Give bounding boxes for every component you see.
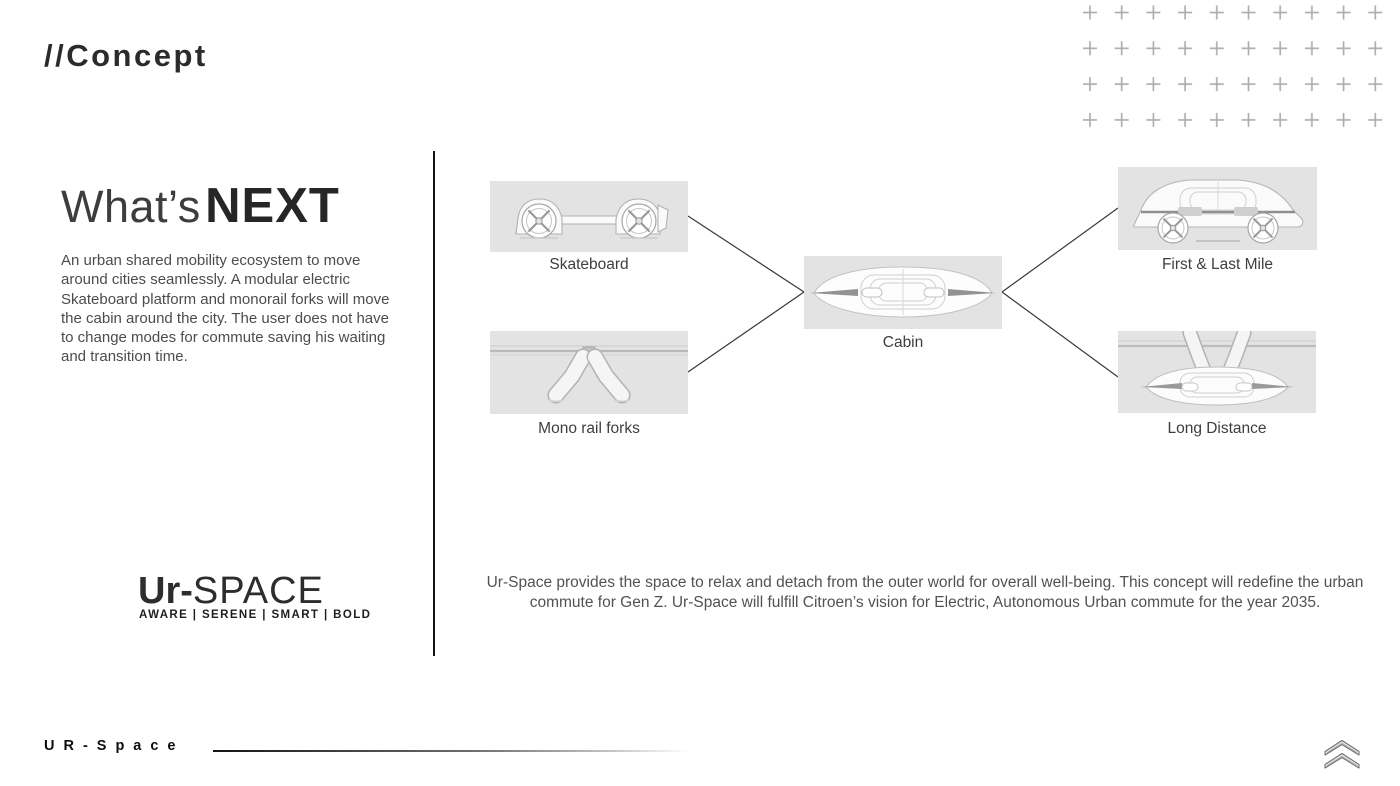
node-mono-rail-forks	[490, 331, 688, 414]
wheel-icon	[1248, 213, 1278, 243]
citroen-logo-icon	[1322, 738, 1362, 774]
wheel-icon	[522, 204, 556, 238]
urspace-logo	[138, 570, 324, 613]
heading-light: What’s	[61, 181, 201, 232]
heading-bold: NEXT	[205, 179, 340, 233]
urspace-tagline: AWARE | SERENE | SMART | BOLD	[139, 609, 372, 621]
node-skateboard	[490, 181, 688, 252]
node-first-last-mile	[1118, 167, 1317, 250]
connector-line	[1002, 208, 1118, 292]
footer-brand: UR-Space	[44, 738, 185, 754]
node-label-first-last-mile: First & Last Mile	[1161, 256, 1274, 273]
connector-line	[688, 292, 804, 372]
node-cabin	[804, 256, 1002, 329]
skateboard-sketch-icon	[490, 181, 688, 252]
first-last-mile-sketch-icon	[1118, 167, 1317, 250]
node-label-cabin: Cabin	[882, 334, 924, 351]
whats-next-heading	[61, 178, 340, 234]
node-label-mono-rail-forks: Mono rail forks	[538, 420, 640, 437]
long-distance-sketch-icon	[1118, 331, 1316, 413]
connector-line	[1002, 292, 1118, 377]
urspace-logo-prefix: Ur-	[138, 570, 193, 612]
vertical-divider	[433, 151, 435, 656]
cabin-sketch-icon	[804, 256, 1002, 329]
node-long-distance	[1118, 331, 1316, 413]
connector-line	[688, 216, 804, 292]
node-label-long-distance: Long Distance	[1167, 420, 1267, 437]
footer-divider-line	[213, 750, 690, 752]
node-label-skateboard: Skateboard	[549, 256, 629, 273]
wheel-icon	[622, 204, 656, 238]
monorail-forks-sketch-icon	[490, 331, 688, 414]
concept-description: An urban shared mobility ecosystem to move around cities seamlessly. A modular electric Skateboard platform and monorail forks will move the cabin around the city. The user does not have to change modes for commute saving his waiting and transition time.	[61, 252, 390, 366]
urspace-logo-suffix: SPACE	[192, 570, 324, 612]
plus-grid-icon	[1082, 4, 1399, 141]
page-title: //Concept	[44, 38, 208, 73]
summary-paragraph: Ur-Space provides the space to relax and detach from the outer world for overall well-being. This concept will redefine the urban commute for Gen Z. Ur-Space will fulfill Citroen’s vision for Electric, Autonomous Urban commute for the year 2035.	[486, 574, 1364, 611]
wheel-icon	[1158, 213, 1188, 243]
